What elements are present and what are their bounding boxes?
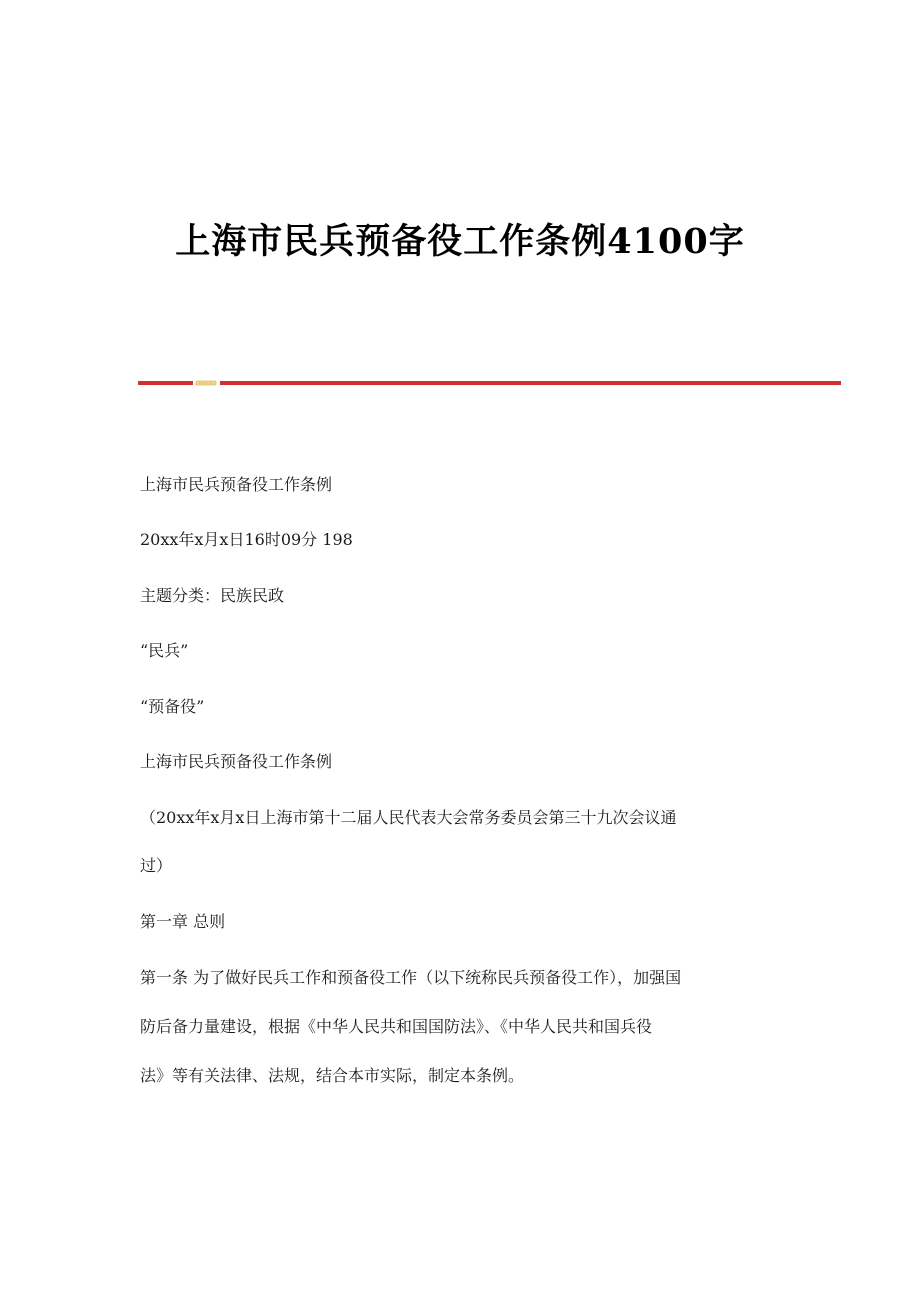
- paragraph-adoption-line-2: 过）: [140, 856, 173, 875]
- paragraph-tag-militia: “民兵”: [140, 641, 189, 660]
- paragraph-category: 主题分类：民族民政: [140, 586, 285, 605]
- divider-ornament-icon: [195, 380, 217, 386]
- paragraph-adoption-line-1: （20xx年x月x日上海市第十二届人民代表大会常务委员会第三十九次会议通: [140, 808, 677, 827]
- paragraph-article-one-line-2: 防后备力量建设，根据《中华人民共和国国防法》、《中华人民共和国兵役: [140, 1017, 653, 1036]
- paragraph-law-name: 上海市民兵预备役工作条例: [140, 752, 333, 771]
- paragraph-chapter-one: 第一章 总则: [140, 912, 226, 931]
- paragraph-date-line: 20xx年x月x日16时09分 198: [140, 530, 353, 549]
- divider-right-segment: [220, 381, 841, 385]
- document-title: 上海市民兵预备役工作条例4100字: [175, 221, 745, 262]
- paragraph-heading: 上海市民兵预备役工作条例: [140, 475, 333, 494]
- title-divider: [138, 380, 841, 386]
- divider-left-segment: [138, 381, 193, 385]
- paragraph-tag-reserve: “预备役”: [140, 697, 205, 716]
- paragraph-article-one-line-3: 法》等有关法律、法规，结合本市实际，制定本条例。: [140, 1066, 525, 1085]
- paragraph-article-one-line-1: 第一条 为了做好民兵工作和预备役工作（以下统称民兵预备役工作），加强国: [140, 968, 682, 987]
